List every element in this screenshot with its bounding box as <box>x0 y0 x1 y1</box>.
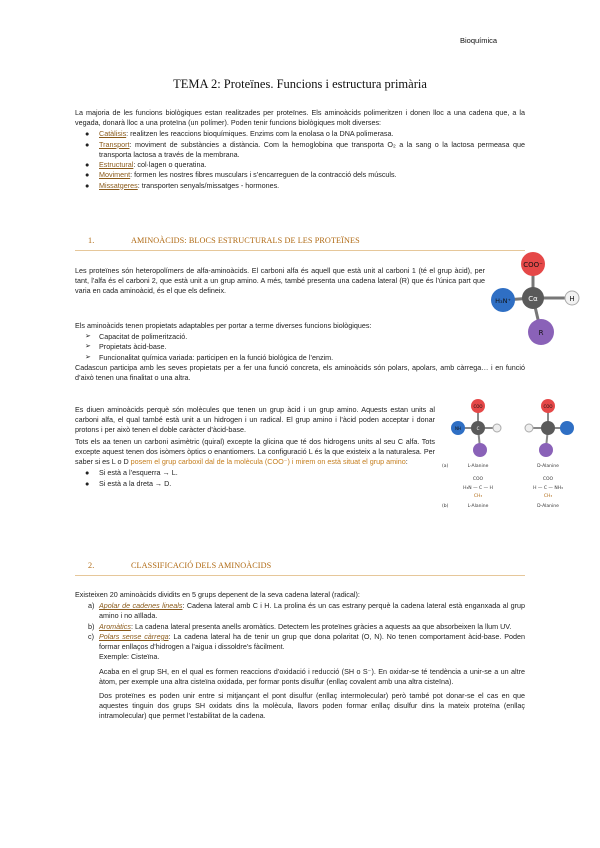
l-alanine-label: L-Alanine <box>467 504 489 509</box>
list-letter: c) <box>88 631 94 641</box>
classification-intro: Existeixen 20 aminoàcids dividits en 5 grups depenent de la seva cadena lateral (radical): <box>75 590 360 599</box>
chirality-text-end: : <box>405 457 408 467</box>
amino-atom-icon <box>560 421 574 435</box>
chirality-paragraph <box>75 437 435 468</box>
isomer-text: Si està a l’esquerra → L. <box>99 468 178 478</box>
carbon-label: C <box>476 426 480 431</box>
group-text: : Cadena lateral amb C i H. La prolina és un cas estrany perquè la cadena lateral està enganxada al grup amino i no aïllada. <box>99 601 525 621</box>
list-letter: a) <box>88 601 95 611</box>
list-item <box>75 170 525 180</box>
section-divider <box>75 575 525 576</box>
aminoacid-definition: Les proteïnes són heteropolímers de alfa-aminoàcids. El carboni alfa és aquell que està unit al carboni 1 (té el grup àcid), per tant, l’alfa és el carboni 2, que està unit a un grup amino. A més, també presenta una cadena lateral (R) que és l’única part que varia en cada aminoàcid, és el que els defineix. <box>75 266 485 296</box>
section1-properties <box>75 321 525 384</box>
bullet-icon: ● <box>85 129 90 139</box>
list-item <box>75 632 525 652</box>
section-title: CLASSIFICACIÓ DELS AMINOÀCIDS <box>131 561 272 570</box>
function-term: Estructural <box>99 160 134 170</box>
properties-intro: Els aminoàcids tenen propietats adaptables per portar a terme diverses funcions biològiques: <box>75 321 372 330</box>
section-divider <box>75 250 525 251</box>
list-item <box>75 140 525 160</box>
hydrogen-atom-icon <box>493 424 501 432</box>
disulfide-paragraph: Dos proteïnes es poden unir entre si mitjançant el pont disulfur (enllaç intermolecular) però també pot donar-se el cas en que aquestes tinguin dos grups SH oxidats dins la molècula, llavors poden formar enllaç disulfur dins la mateix proteïna (enllaç intramolecular) que permet l’estabilitat de la cadena. <box>99 690 525 721</box>
d-alanine-label: D-Alanine <box>537 464 559 469</box>
function-term: Catàlisis <box>99 129 127 139</box>
chirality-text: Tots els aa tenen un carboni asimètric (quiral) excepte la glicina que té dos hidrogens units al seu C alfa. Tots excepte aquest tenen dos isòmers òptics o enantiomers. La configuració L és la que existeix a la naturalesa. Per saber si es L o D <box>75 436 435 467</box>
function-text: : moviment de substàncies a distància. Com la hemoglobina que transporta O₂ a la sang o la lactosa permeasa que transporta lactosa a través de la membrana. <box>99 139 525 159</box>
cysteine-block <box>75 652 525 721</box>
section-number: 1. <box>88 236 95 245</box>
acid-base-paragraph: Es diuen aminoàcids perquè són molècules que tenen un grup àcid i un grup amino. Aquests estan units al carboni alfa, el qual també està unit a un hidrogen i un radical. El grup amino i l’àcid poden acceptar i donar protons i per això tenen el doble caràcter d’àcid-base. <box>75 405 435 435</box>
group-term: Aromàtics <box>99 621 131 631</box>
fischer-coo: COO <box>472 477 484 482</box>
bullet-icon: ● <box>85 180 90 190</box>
list-item <box>75 468 435 478</box>
bullet-icon: ● <box>85 468 90 478</box>
list-item <box>75 181 525 191</box>
function-text: : formen les nostres fibres musculars i s’encarreguen de la contracció dels músculs. <box>130 170 397 180</box>
list-item <box>75 332 525 342</box>
panel-b-label: (b) <box>442 504 449 509</box>
arrow-bullet-icon: ➢ <box>85 333 91 341</box>
fischer-l-row: H₃N — C — H <box>463 486 493 491</box>
section-number: 2. <box>88 561 95 570</box>
section-title: AMINOÀCIDS: BLOCS ESTRUCTURALS DE LES PROTEÏNES <box>131 236 360 245</box>
hydrogen-atom-icon <box>525 424 533 432</box>
r-group-label: R <box>538 329 544 337</box>
bullet-icon: ● <box>85 139 90 149</box>
property-text: Capacitat de polimerització. <box>99 332 188 342</box>
function-term: Transport <box>99 139 130 149</box>
bullet-icon: ● <box>85 478 90 488</box>
example-label: Exemple: Cisteïna. <box>99 652 160 662</box>
isomer-text: Si està a la dreta → D. <box>99 478 172 488</box>
list-item <box>75 479 435 489</box>
function-text: : realitzen les reaccions bioquímiques. Enzims com la enolasa o la DNA polimerasa. <box>126 129 394 139</box>
list-item <box>75 129 525 139</box>
section-heading <box>88 235 360 247</box>
carboxyl-label: COO <box>473 404 483 409</box>
d-alanine-label: D-Alanine <box>537 504 559 509</box>
fischer-coo: COO <box>542 477 554 482</box>
fischer-ch3: CH₃ <box>543 494 553 499</box>
r-group-atom-icon <box>539 443 553 457</box>
carbon-atom-icon <box>541 421 555 435</box>
l-alanine-label: L-Alanine <box>467 464 489 469</box>
bullet-icon: ● <box>85 170 90 180</box>
property-text: Propietats àcid-base. <box>99 342 167 352</box>
functions-list <box>75 129 525 190</box>
group-term: Polars sense càrrega <box>99 631 169 641</box>
intro-block <box>75 108 525 191</box>
enantiomer-figure <box>440 396 580 514</box>
r-group-atom-icon <box>473 443 487 457</box>
list-item <box>75 601 525 621</box>
arrow-bullet-icon: ➢ <box>85 353 91 361</box>
property-text: Funcionalitat química variada: participen en la funció biològica de l’enzim. <box>99 352 334 362</box>
amino-label: NH <box>455 426 461 431</box>
list-item <box>75 342 525 352</box>
list-letter: b) <box>88 621 95 631</box>
amino-label: H₃N⁺ <box>495 297 511 305</box>
cysteine-paragraph: Acaba en el grup SH, en el qual es formen reaccions d’oxidació i reducció (SH o S⁻). En oxidar-se té tendència a unir-se a un altre àtom, per exemple una altra cisteïna oxidada, per formar ponts disulfur (enllaç covalent amb una altra cisteïna). <box>99 666 525 686</box>
function-text: : col·lagen o queratina. <box>133 160 207 170</box>
fischer-d-row: H — C — NH₃ <box>533 486 563 491</box>
running-header: Bioquímica <box>460 36 498 45</box>
section2-block <box>75 590 525 723</box>
list-item <box>75 353 525 363</box>
list-item <box>75 622 525 632</box>
function-term: Missatgeres <box>99 180 138 190</box>
properties-list <box>75 332 525 363</box>
properties-paragraph: Cadascun participa amb les seves propietats per a fer una funció concreta, els aminoàcids són polars, apolars, amb càrrega… i en funció d’això tenen una finalitat o una altra. <box>75 362 525 383</box>
intro-paragraph: La majoria de les funcions biològiques estan realitzades per proteïnes. Els aminoàcids polimeritzen i donen lloc a una cadena que, a la vegada, donarà lloc a una proteïna (un polímer). Poden tenir funcions biològiques molt diverses: <box>75 108 525 128</box>
group-term: Apolar de cadenes lineals <box>99 601 183 611</box>
carboxyl-label: COO⁻ <box>523 261 543 269</box>
isomer-list <box>75 468 435 488</box>
function-term: Moviment <box>99 170 131 180</box>
carboxyl-label: COO <box>543 404 553 409</box>
section1-isomers <box>75 405 435 489</box>
section-heading <box>88 560 271 572</box>
highlighted-text: posem el grup carboxil dal de la molècula (COO⁻) i mirem on està situat el grup amino <box>130 457 406 467</box>
arrow-bullet-icon: ➢ <box>85 343 91 351</box>
groups-list <box>75 601 525 652</box>
hydrogen-label: H <box>569 295 575 303</box>
alpha-carbon-label: Cα <box>528 295 538 303</box>
list-item <box>75 160 525 170</box>
section1-paragraph-1 <box>75 266 485 298</box>
page-title: TEMA 2: Proteïnes. Funcions i estructura primària <box>173 77 427 91</box>
bullet-icon: ● <box>85 160 90 170</box>
group-text: : La cadena lateral presenta anells aromàtics. Detectem les proteïnes gràcies a aquests aa que absorbeixen la llum UV. <box>130 621 512 631</box>
function-text: : transporten senyals/missatges - hormones. <box>137 180 280 190</box>
fischer-ch3: CH₃ <box>473 494 483 499</box>
group-text: : La cadena lateral ha de tenir un grup que dona polaritat (O, N). No tenen comportament àcid-base. Poden formar enllaços d’hidrogen a l’aigua i dissoldre’s fàcilment. <box>99 631 525 652</box>
panel-a-label: (a) <box>442 464 449 469</box>
